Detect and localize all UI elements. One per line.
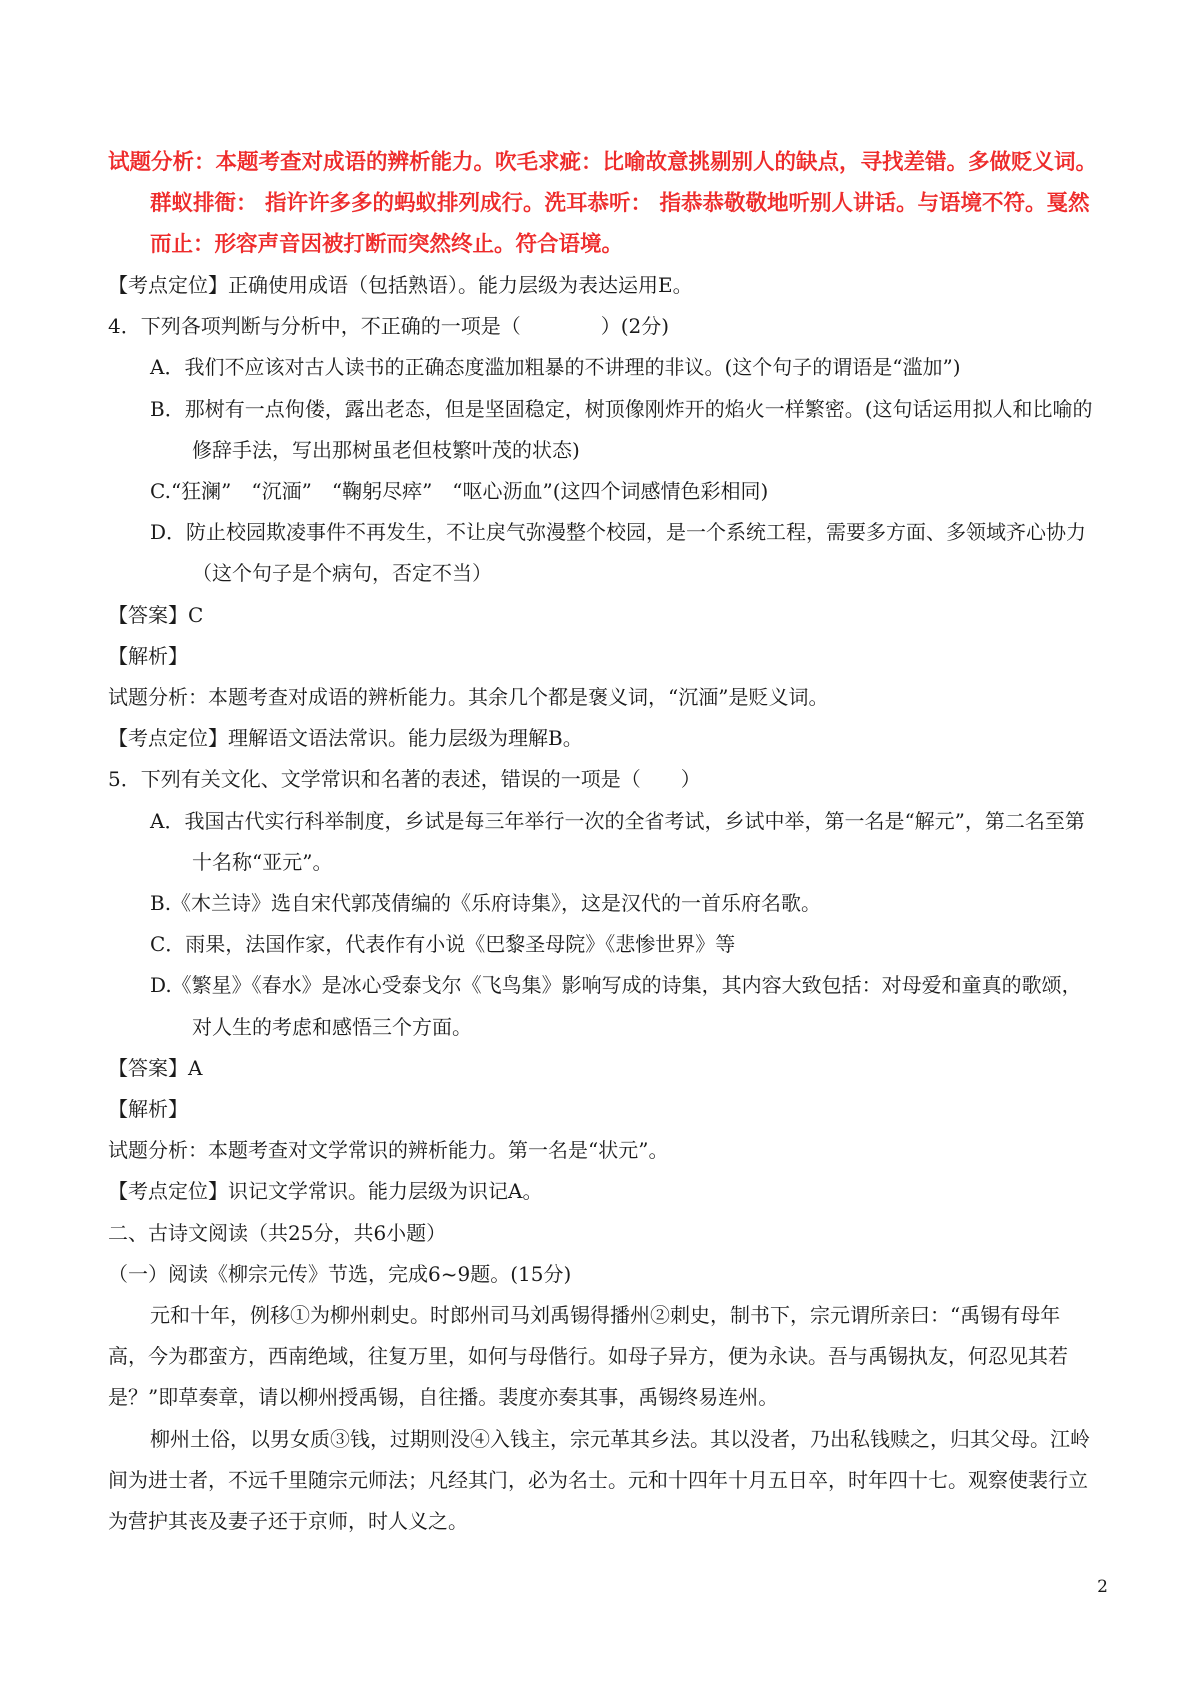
q4-jiexi-label: 【解析】 <box>108 643 188 668</box>
q4-option-a: A．我们不应该对古人读书的正确态度滥加粗暴的不讲理的非议。(这个句子的谓语是“滥加”) <box>150 355 961 380</box>
analysis-red-line-2: 群蚁排衙： 指许许多多的蚂蚁排列成行。洗耳恭听： 指恭恭敬敬地听别人讲话。与语境不符。戛然 <box>150 191 1090 216</box>
q5-option-c: C．雨果，法国作家，代表作有小说《巴黎圣母院》《悲惨世界》等 <box>150 932 736 957</box>
q5-option-b: B.《木兰诗》选自宋代郭茂倩编的《乐府诗集》，这是汉代的一首乐府名歌。 <box>150 891 822 916</box>
passage-paragraph-1: 元和十年，例移①为柳州刺史。时郎州司马刘禹锡得播州②刺史，制书下，宗元谓所亲曰：“禹锡有母年高，今为郡蛮方，西南绝域，往复万里，如何与母偕行。如母子异方，便为永诀。吾与禹锡执友，何忍见其若是？”即草奏章，请以柳州授禹锡，自往播。裴度亦奏其事，禹锡终易连州。 <box>108 1303 1068 1410</box>
passage-paragraph-2: 柳州土俗，以男女质③钱，过期则没④入钱主，宗元革其乡法。其以没者，乃出私钱赎之，归其父母。江岭间为进士者，不远千里随宗元师法；凡经其门，必为名士。元和十四年十月五日卒，时年四十七。观察使裴行立为营护其丧及妻子还于京师，时人义之。 <box>108 1426 1090 1534</box>
q5-option-d: D.《繁星》《春水》是冰心受泰戈尔《飞鸟集》影响写成的诗集，其内容大致包括：对母爱和童真的歌颂，对人生的考虑和感悟三个方面。 <box>150 973 1082 1039</box>
q4-option-c: C.“狂澜” “沉湎” “鞠躬尽瘁” “呕心沥血”(这四个词感情色彩相同) <box>150 479 769 504</box>
page-number: 2 <box>1097 1577 1108 1597</box>
q4-option-b: B．那树有一点佝偻，露出老态，但是坚固稳定，树顶像刚炸开的焰火一样繁密。(这句话运用拟人和比喻的修辞手法，写出那树虽老但枝繁叶茂的状态) <box>150 396 1093 462</box>
analysis-red-line-3: 而止：形容声音因被打断而突然终止。符合语境。 <box>150 232 624 257</box>
q5-jiexi-label: 【解析】 <box>108 1097 188 1122</box>
q5-answer: 【答案】A <box>108 1055 203 1080</box>
q4-analysis: 试题分析：本题考查对成语的辨析能力。其余几个都是褒义词，“沉湎”是贬义词。 <box>108 685 829 710</box>
q4-option-d: D．防止校园欺凌事件不再发生，不让戾气弥漫整个校园，是一个系统工程，需要多方面、多领域齐心协力（这个句子是个病句，否定不当） <box>150 520 1087 586</box>
q5-option-a: A．我国古代实行科举制度，乡试是每三年举行一次的全省考试，乡试中举，第一名是“解元”，第二名至第十名称“亚元”。 <box>150 808 1085 874</box>
analysis-red-block <box>108 142 1100 265</box>
q4-kaodian: 【考点定位】理解语文语法常识。能力层级为理解B。 <box>108 726 583 751</box>
q5-kaodian: 【考点定位】识记文学常识。能力层级为识记A。 <box>108 1179 543 1204</box>
page-content <box>108 142 1100 1542</box>
section-2-heading: 二、古诗文阅读（共25分，共6小题） <box>108 1220 447 1245</box>
kaodian-q3: 【考点定位】正确使用成语（包括熟语）。能力层级为表达运用E。 <box>108 273 693 297</box>
section-2-subheading: （一）阅读《柳宗元传》节选，完成6~9题。(15分) <box>108 1261 572 1286</box>
q4-answer: 【答案】C <box>108 602 204 627</box>
q5-analysis: 试题分析：本题考查对文学常识的辨析能力。第一名是“状元”。 <box>108 1138 669 1163</box>
q5-stem: 5．下列有关文化、文学常识和名著的表述，错误的一项是（ ） <box>108 767 701 792</box>
q4-stem: 4．下列各项判断与分析中，不正确的一项是（ ）(2分) <box>108 314 670 339</box>
analysis-red-line-1: 试题分析：本题考查对成语的辨析能力。吹毛求疵：比喻故意挑剔别人的缺点，寻找差错。多做贬义词。 <box>108 150 1098 175</box>
